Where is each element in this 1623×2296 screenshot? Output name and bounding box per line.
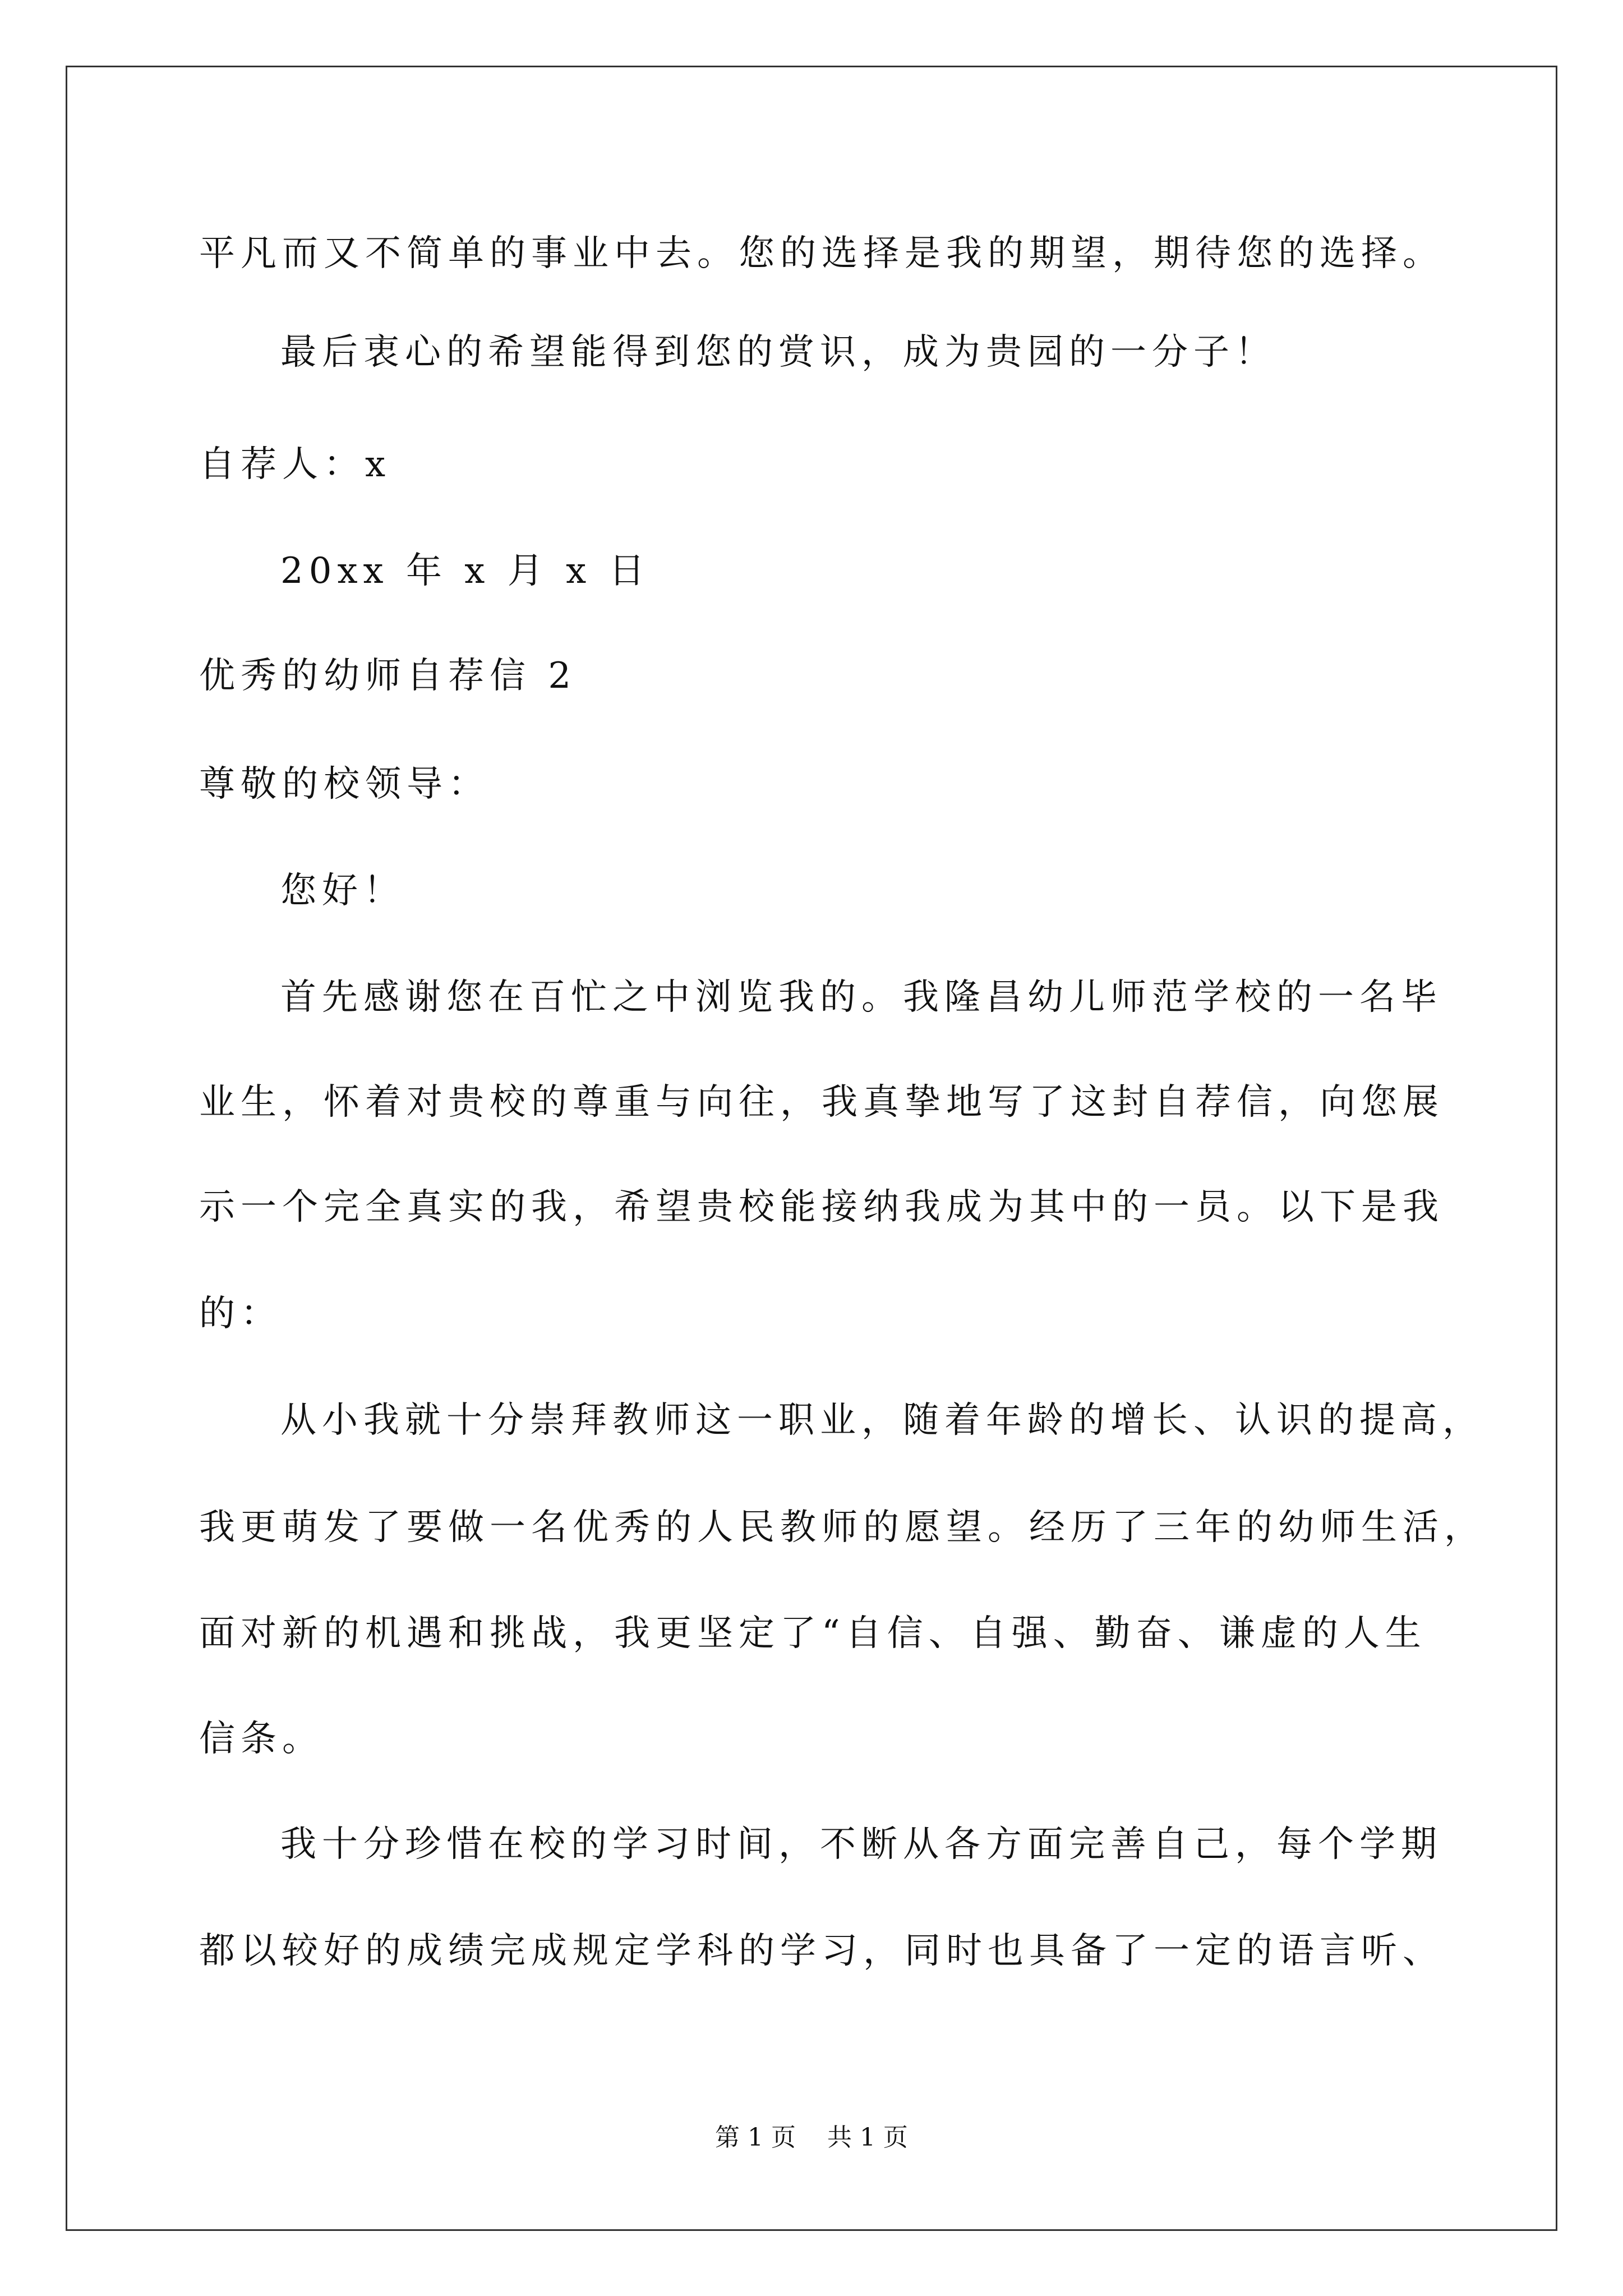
greeting: 您好！: [280, 870, 405, 912]
text-line: 都以较好的成绩完成规定学科的学习，同时也具备了一定的语言听、: [199, 1930, 1444, 1972]
text-line: 最后衷心的希望能得到您的赏识，成为贵园的一分子！: [280, 332, 1276, 373]
text-line: 我更萌发了要做一名优秀的人民教师的愿望。经历了三年的幼师生活，: [199, 1507, 1486, 1548]
page-footer: 第 1 页 共 1 页: [715, 2123, 908, 2152]
signature-line: 自荐人：x: [199, 444, 391, 485]
text-line: 业生，怀着对贵校的尊重与向往，我真挚地写了这封自荐信，向您展: [199, 1082, 1444, 1123]
text-line: 信条。: [199, 1718, 324, 1760]
text-line: 的：: [199, 1293, 282, 1335]
salutation: 尊敬的校领导：: [199, 763, 490, 805]
text-line: 平凡而又不简单的事业中去。您的选择是我的期望，期待您的选择。: [199, 233, 1444, 274]
text-line: 首先感谢您在百忙之中浏览我的。我隆昌幼儿师范学校的一名毕: [280, 977, 1442, 1018]
section-title: 优秀的幼师自荐信 2: [199, 655, 577, 697]
text-line: 面对新的机遇和挑战，我更坚定了“自信、自强、勤奋、谦虚的人生: [199, 1613, 1427, 1654]
text-line: 示一个完全真实的我，希望贵校能接纳我成为其中的一员。以下是我: [199, 1186, 1444, 1228]
text-line: 我十分珍惜在校的学习时间，不断从各方面完善自己，每个学期: [280, 1824, 1442, 1865]
text-line: 从小我就十分崇拜教师这一职业，随着年龄的增长、认识的提高，: [280, 1400, 1484, 1441]
page-border: [66, 66, 1557, 2231]
date-line: 20xx 年 x 月 x 日: [280, 550, 651, 592]
